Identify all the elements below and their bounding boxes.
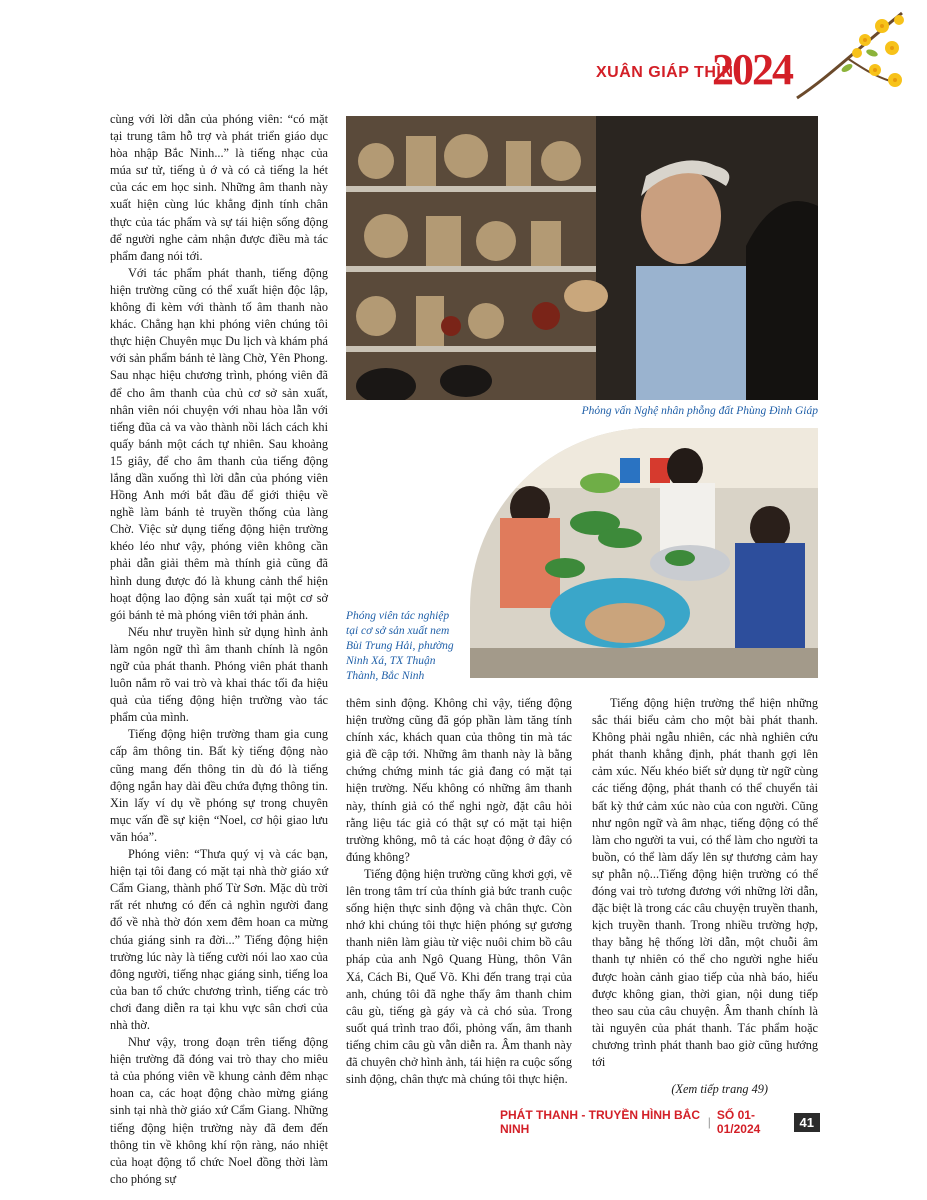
column-3: [592, 695, 818, 1098]
page-number: 41: [794, 1113, 820, 1132]
paragraph: cùng với lời dẫn của phóng viên: “có mặt tại trung tâm hỗ trợ và phát triển giáo dục hòa nhập Bắc Ninh...” là tiếng nhạc của múa sư tử, tiếng ủ ớ và có cả tiếng la hét của các em học sinh. Những âm thanh này xuất hiện cùng lúc khẳng định tính chân thực của tác phẩm và sự tái hiện sống động để người nghe cảm nhận được điều mà tác phẩm đang nói tới.: [110, 112, 328, 263]
paragraph: thêm sinh động. Không chỉ vậy, tiếng động hiện trường cũng đã góp phần làm tăng tính chính xác, khách quan của thông tin mà tác giả đề cập tới. Những âm thanh này là bằng chứng chứng minh tác giả đang có mặt tại hiện trường. Nếu không có những âm thanh này, thính giả có thể nghi ngờ, đặt câu hỏi rằng liệu tác giả có thật sự có mặt tại hiện trường không, mô tả các hoạt động ở đây có đúng không?: [346, 696, 572, 864]
section-title: XUÂN GIÁP THÌN: [596, 64, 734, 81]
photo-artisan-interview: [346, 116, 818, 400]
paragraph: Tiếng động hiện trường cũng khơi gợi, vẽ lên trong tâm trí của thính giả bức tranh cuộc sống hiện thực sinh động và chân thực. Còn nhớ khi chúng tôi thực hiện phóng sự gương thanh niên làm giàu từ việc nuôi chim bồ câu pháp của anh Ngô Quang Hùng, thôn Vân Xá, Cách Bi, Quế Võ. Khi đến trang trại của anh, chúng tôi đã nghe thấy âm thanh chim câu gù, tiếng gà gáy và cả chó sủa. Trong suốt quá trình trao đổi, phỏng vấn, âm thanh tiếng chim câu gù vẫn diễn ra. Âm thanh này đã chuyên chở hình ảnh, tái hiện ra cuộc sống sinh động, chân thực mà chúng tôi thực hiện.: [346, 866, 572, 1087]
column-2: [346, 695, 572, 1088]
paragraph: Nếu như truyền hình sử dụng hình ảnh làm ngôn ngữ thì âm thanh chính là ngôn ngữ của phát thanh. Phóng viên phát thanh luôn nắm rõ vai trò và khai thác tối đa hiệu quả của tiếng động hiện trường vào tác phẩm của mình.: [110, 624, 328, 725]
photo-caption: Phỏng vấn Nghệ nhân phỗng đất Phùng Đình Giáp: [581, 405, 818, 417]
photo-caption: Phóng viên tác nghiệp tại cơ sở sản xuất nem Bùi Trung Hải, phường Ninh Xá, TX Thuận Thành, Bắc Ninh: [346, 610, 454, 682]
apricot-blossom-icon: [787, 8, 907, 108]
publication-name: PHÁT THANH - TRUYỀN HÌNH BẮC NINH: [500, 1108, 700, 1136]
footer-separator: |: [707, 1115, 711, 1129]
paragraph: Như vậy, trong đoạn trên tiếng động hiện trường đã đóng vai trò thay cho miêu tả của phóng viên về khung cảnh đêm nhạc hoan ca, các hoạt động chào mừng giáng sinh tại nhà thờ giáo xứ Cẩm Giang. Những tiếng động hiện trường này đã đem đến thông tin về không khí rộn ràng, náo nhiệt của hoạt động tổ chức Noel đồng thời làm cho phóng sự: [110, 1035, 328, 1186]
column-1: [110, 111, 328, 1188]
paragraph: Tiếng động hiện trường tham gia cung cấp âm thông tin. Bất kỳ tiếng động nào cũng mang đến thông tin dù đó là tiếng động ngắn hay dài đều chứa đựng thông tin. Xin lấy ví dụ về phóng sự trong chuyên mục vấn đề sự kiện “Noel, cơ hội giao lưu văn hóa”.: [110, 727, 328, 844]
continued-note: (Xem tiếp trang 49): [671, 1082, 768, 1097]
page-footer: [500, 1108, 820, 1136]
year-title: 2024: [712, 45, 792, 94]
photo-reporters-at-work: [470, 428, 818, 678]
issue-number: SỐ 01-01/2024: [716, 1108, 761, 1136]
paragraph: Phóng viên: “Thưa quý vị và các bạn, hiện tại tôi đang có mặt tại nhà thờ giáo xứ Cẩm Giang, thành phố Từ Sơn. Mặc dù trời rất rét nhưng có đến cả nghìn người đang đổ về nhà thờ đón xem đêm hoan ca mừng chúa giáng sinh ra đời...” Tiếng động hiện trường lúc này là tiếng cười nói lao xao của đông người, tiếng nhạc giáng sinh, tiếng loa của ban tổ chức chương trình, tiếng các trò chơi đang diễn ra tại khu vực sân chơi của nhà thờ.: [110, 847, 328, 1032]
paragraph: Tiếng động hiện trường thể hiện những sắc thái biểu cảm cho một bài phát thanh. Không phải ngẫu nhiên, các nhà nghiên cứu phát thanh khẳng định, phát thanh gợi lên cảm xúc. Nếu khéo biết sử dụng từ ngữ cùng các tiếng động, phát thanh có thể chuyển tải bất kỳ thứ cảm xúc nào của con người. Cũng như ngôn ngữ và âm nhạc, tiếng động có thể làm cho người ta vui, có thể làm cho người ta buồn, có thể làm dấy lên sự thương cảm hay sự phẫn nộ...Tiếng động hiện trường có thể đóng vai trò tương đương với những lời dẫn, đặc biệt là trong các câu chuyện truyền thanh, kịch truyền thanh. Trong nhiều trường hợp, thay bằng hệ thống lời dẫn, một chuỗi âm thanh tự nhiên có thể cho người nghe hiểu được hoàn cảnh giao tiếp của nhà báo, hiểu được không gian, thời gian, nội dung tiếp theo sau của câu chuyện. Âm thanh chính là tài nguyên của phát thanh. Tác phẩm hoặc chương trình phát thanh bao giờ cũng hướng tới: [592, 696, 818, 1069]
paragraph: Với tác phẩm phát thanh, tiếng động hiện trường cũng có thể xuất hiện độc lập, không đi kèm với thành tố âm thanh nào khác. Chẳng hạn khi phóng viên chúng tôi thực hiện Chuyên mục Du lịch và khám phá với sản phẩm bánh tẻ làng Chờ, Yên Phong. Sau nhạc hiệu chương trình, phóng viên đã để cho âm thanh của chủ cơ sở sản xuất, nhân viên nói chuyện với nhau hòa lẫn với tiếng đũa cả va vào thành nồi lách cách khi quấy bánh một cách tự nhiên. Sau khoảng 15 giây, để cho âm thanh của tiếng động lắng dần xuống thì lời dẫn của phóng viên Hồng Anh mới bắt đầu để giới thiệu về nghề làm bánh tẻ truyền thống của làng Chờ. Việc sử dụng tiếng động hiện trường khéo léo như vậy, phóng viên không cần phải dẫn giải thêm mà thính giả cũng đã hình dung được đó là khung cảnh thể hiện hoạt động lao động sản xuất tại một cơ sở gói bánh tẻ mà phóng viên tới phản ánh.: [110, 265, 328, 622]
